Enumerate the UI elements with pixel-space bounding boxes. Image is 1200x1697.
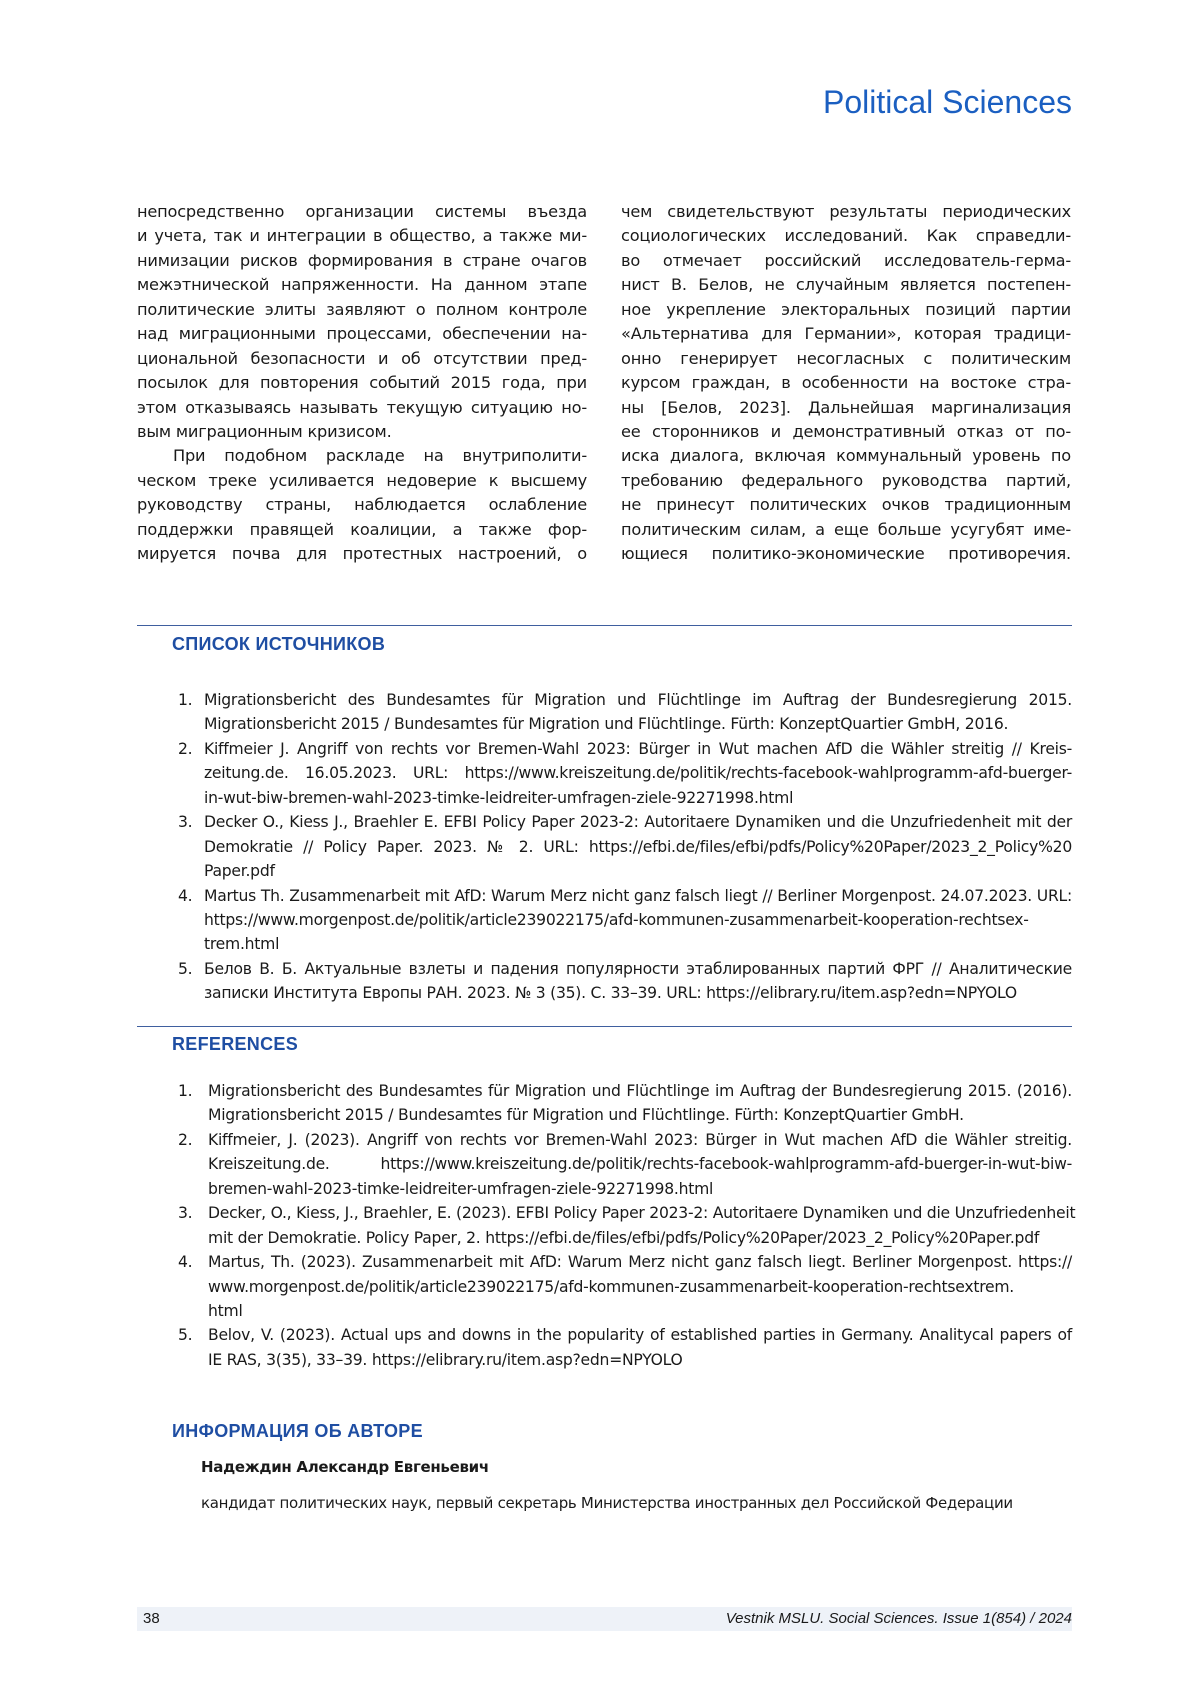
reference-number: 3.	[178, 1201, 192, 1225]
text-line: не принесут политических очков традиционным	[621, 493, 1071, 517]
reference-line: Decker O., Kiess J., Braehler E. EFBI Policy Paper 2023-2: Autoritaere Dynamiken und die Unzufriedenheit mit der	[204, 810, 1072, 834]
text-line: этом отказываясь называть текущую ситуацию но-	[137, 396, 587, 420]
reference-line: Белов В. Б. Актуальные взлеты и падения популярности этаблированных партий ФРГ // Аналитические	[204, 957, 1072, 981]
reference-item	[178, 688, 1072, 737]
reference-number: 1.	[178, 688, 192, 712]
text-line: политическим силам, а еще больше усугубят име-	[621, 518, 1071, 542]
reference-line: IE RAS, 3(35), 33–39. https://elibrary.ru/item.asp?edn=NPYOLO	[208, 1348, 1072, 1372]
sources-list	[178, 688, 1072, 1006]
reference-line: https://www.morgenpost.de/politik/article239022175/afd-kommunen-zusammenarbeit-kooperation-rechtsex-	[204, 908, 1072, 932]
reference-line: zeitung.de. 16.05.2023. URL: https://www.kreiszeitung.de/politik/rechts-facebook-wahlprogramm-afd-buerger-	[204, 761, 1072, 785]
reference-item	[178, 1128, 1072, 1201]
journal-citation: Vestnik MSLU. Social Sciences. Issue 1(854) / 2024	[726, 1607, 1072, 1631]
reference-line: mit der Demokratie. Policy Paper, 2. https://efbi.de/files/efbi/pdfs/Policy%20Paper/2023_2_Policy%20Paper.pdf	[208, 1226, 1072, 1250]
reference-number: 1.	[178, 1079, 192, 1103]
reference-line: Kiffmeier J. Angriff von rechts vor Bremen-Wahl 2023: Bürger in Wut machen AfD die Wähler streitig // Kreis-	[204, 737, 1072, 761]
text-line: ческом треке усиливается недоверие к высшему	[137, 469, 587, 493]
text-line: социологических исследований. Как справедли-	[621, 224, 1071, 248]
reference-line: bremen-wahl-2023-timke-leidreiter-umfragen-ziele-92271998.html	[208, 1177, 1072, 1201]
reference-number: 4.	[178, 1250, 192, 1274]
text-line: «Альтернатива для Германии», которая традици-	[621, 322, 1071, 346]
sources-heading: СПИСОК ИСТОЧНИКОВ	[172, 634, 385, 655]
body-right-column	[621, 200, 1071, 567]
text-line: ющиеся политико-экономические противоречия.	[621, 542, 1071, 566]
reference-number: 4.	[178, 884, 192, 908]
reference-item	[178, 884, 1072, 957]
text-line: мируется почва для протестных настроений, о	[137, 542, 587, 566]
reference-item	[178, 1250, 1072, 1323]
page-footer	[137, 1607, 1072, 1631]
text-line: посылок для повторения событий 2015 года, при	[137, 371, 587, 395]
author-heading: ИНФОРМАЦИЯ ОБ АВТОРЕ	[172, 1421, 423, 1442]
reference-number: 5.	[178, 1323, 192, 1347]
reference-line: Paper.pdf	[204, 859, 1072, 883]
text-line: и учета, так и интеграции в общество, а также ми-	[137, 224, 587, 248]
reference-line: Demokratie // Policy Paper. 2023. № 2. URL: https://efbi.de/files/efbi/pdfs/Policy%20Paper/2023_2_Policy%20	[204, 835, 1072, 859]
reference-line: html	[208, 1299, 1072, 1323]
text-line: непосредственно организации системы въезда	[137, 200, 587, 224]
reference-line: Migrationsbericht 2015 / Bundesamtes für Migration und Flüchtlinge. Fürth: KonzeptQuartier GmbH, 2016.	[204, 712, 1072, 736]
text-line: требованию федерального руководства партий,	[621, 469, 1071, 493]
text-line: вым миграционным кризисом.	[137, 420, 587, 444]
page-number: 38	[143, 1607, 160, 1631]
reference-item	[178, 1079, 1072, 1128]
reference-line: Migrationsbericht des Bundesamtes für Migration und Flüchtlinge im Auftrag der Bundesregierung 2015.	[204, 688, 1072, 712]
text-line: чем свидетельствуют результаты периодических	[621, 200, 1071, 224]
section-title: Political Sciences	[823, 84, 1072, 121]
references-heading: REFERENCES	[172, 1034, 298, 1055]
reference-line: Kreiszeitung.de. https://www.kreiszeitung.de/politik/rechts-facebook-wahlprogramm-afd-buerger-in-wut-biw-	[208, 1152, 1072, 1176]
text-line: иска диалога, включая коммунальный уровень по	[621, 444, 1071, 468]
reference-item	[178, 957, 1072, 1006]
text-line: ное укрепление электоральных позиций партии	[621, 298, 1071, 322]
reference-number: 5.	[178, 957, 192, 981]
reference-line: Kiffmeier, J. (2023). Angriff von rechts vor Bremen-Wahl 2023: Bürger in Wut machen AfD die Wähler streitig.	[208, 1128, 1072, 1152]
reference-line: trem.html	[204, 932, 1072, 956]
text-line: циональной безопасности и об отсутствии пред-	[137, 347, 587, 371]
divider	[137, 1026, 1072, 1027]
text-line: нимизации рисков формирования в стране очагов	[137, 249, 587, 273]
text-line: курсом граждан, в особенности на востоке стра-	[621, 371, 1071, 395]
reference-item	[178, 1323, 1072, 1372]
reference-line: Martus Th. Zusammenarbeit mit AfD: Warum Merz nicht ganz falsch liegt // Berliner Morgenpost. 24.07.2023. URL:	[204, 884, 1072, 908]
reference-line: Belov, V. (2023). Actual ups and downs in the popularity of established parties in Germany. Analitycal papers of	[208, 1323, 1072, 1347]
text-line: поддержки правящей коалиции, а также фор-	[137, 518, 587, 542]
text-line: межэтнической напряженности. На данном этапе	[137, 273, 587, 297]
author-name: Надеждин Александр Евгеньевич	[201, 1458, 489, 1476]
text-line: руководству страны, наблюдается ослабление	[137, 493, 587, 517]
reference-line: Martus, Th. (2023). Zusammenarbeit mit AfD: Warum Merz nicht ganz falsch liegt. Berliner Morgenpost. https://	[208, 1250, 1072, 1274]
text-line: над миграционными процессами, обеспечении на-	[137, 322, 587, 346]
reference-line: Migrationsbericht 2015 / Bundesamtes für Migration und Flüchtlinge. Fürth: KonzeptQuartier GmbH.	[208, 1103, 1072, 1127]
text-line: ее сторонников и демонстративный отказ от по-	[621, 420, 1071, 444]
text-line: во отмечает российский исследователь-герма-	[621, 249, 1071, 273]
text-line: онно генерирует несогласных с политическим	[621, 347, 1071, 371]
reference-item	[178, 1201, 1072, 1250]
text-line: политические элиты заявляют о полном контроле	[137, 298, 587, 322]
reference-line: записки Института Европы РАН. 2023. № 3 (35). С. 33–39. URL: https://elibrary.ru/item.asp?edn=NPYOLO	[204, 981, 1072, 1005]
reference-item	[178, 737, 1072, 810]
reference-line: www.morgenpost.de/politik/article239022175/afd-kommunen-zusammenarbeit-kooperation-rechtsextrem.	[208, 1275, 1072, 1299]
text-line: При подобном раскладе на внутриполити-	[137, 444, 587, 468]
reference-item	[178, 810, 1072, 883]
text-line: нист В. Белов, не случайным является постепен-	[621, 273, 1071, 297]
references-list	[178, 1079, 1072, 1372]
author-description: кандидат политических наук, первый секретарь Министерства иностранных дел Российской Федерации	[201, 1494, 1013, 1512]
text-line: ны [Белов, 2023]. Дальнейшая маргинализация	[621, 396, 1071, 420]
reference-number: 2.	[178, 737, 192, 761]
reference-line: Decker, O., Kiess, J., Braehler, E. (2023). EFBI Policy Paper 2023-2: Autoritaere Dynamiken und die Unzufriedenheit	[208, 1201, 1072, 1225]
reference-number: 3.	[178, 810, 192, 834]
reference-number: 2.	[178, 1128, 192, 1152]
reference-line: Migrationsbericht des Bundesamtes für Migration und Flüchtlinge im Auftrag der Bundesregierung 2015. (2016).	[208, 1079, 1072, 1103]
body-left-column	[137, 200, 587, 567]
divider	[137, 625, 1072, 626]
reference-line: in-wut-biw-bremen-wahl-2023-timke-leidreiter-umfragen-ziele-92271998.html	[204, 786, 1072, 810]
